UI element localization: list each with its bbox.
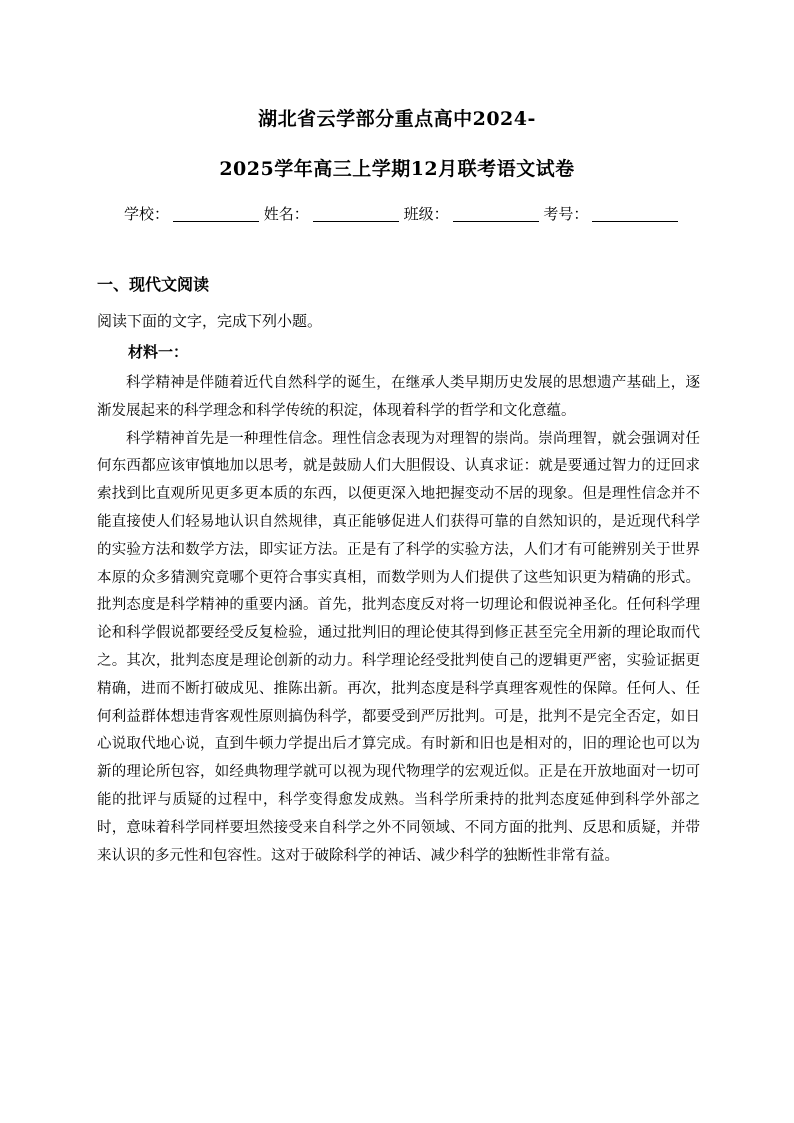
school-blank — [173, 206, 259, 222]
exam-number-label: 考号： — [543, 205, 589, 223]
student-info-fields — [124, 203, 724, 224]
school-label: 学校： — [124, 205, 170, 223]
exam-number-blank — [592, 206, 678, 222]
name-field — [264, 203, 399, 224]
reading-instruction: 阅读下面的文字，完成下列小题。 — [97, 312, 323, 330]
document-title-line-2: 2025学年高三上学期12月联考语文试卷 — [219, 158, 575, 180]
paragraph-2: 科学精神首先是一种理性信念。理性信念表现为对理智的崇尚。崇尚理智，就会强调对任何东西都应该审慎地加以思考，就是鼓励人们大胆假设、认真求证：就是要通过智力的迂回求索找到比直观所见更多更本质的东西，以便更深入地把握变动不居的现象。但是理性信念并不能直接使人们轻易地认识自然规律，真正能够促进人们获得可靠的自然知识的，是近现代科学的实验方法和数学方法，即实证方法。正是有了科学的实验方法，人们才有可能辨别关于世界本原的众多猜测究竟哪个更符合事实真相，而数学则为人们提供了这些知识更为精确的形式。批判态度是科学精神的重要内涵。首先，批判态度反对将一切理论和假说神圣化。任何科学理论和科学假说都要经受反复检验，通过批判旧的理论使其得到修正甚至完全用新的理论取而代之。其次，批判态度是理论创新的动力。科学理论经受批判使自己的逻辑更严密，实验证据更精确，进而不断打破成见、推陈出新。再次，批判态度是科学真理客观性的保障。任何人、任何利益群体想违背客观性原则搞伪科学，都要受到严厉批判。可是，批判不是完全否定，如日心说取代地心说，直到牛顿力学提出后才算完成。有时新和旧也是相对的，旧的理论也可以为新的理论所包容，如经典物理学就可以视为现代物理学的宏观近似。正是在开放地面对一切可能的批评与质疑的过程中，科学变得愈发成熟。当科学所秉持的批判态度延伸到科学外部之时，意味着科学同样要坦然接受来自科学之外不同领域、不同方面的批判、反思和质疑，并带来认识的多元性和包容性。这对于破除科学的神话、减少科学的独断性非常有益。 — [97, 430, 700, 864]
class-label: 班级： — [403, 205, 449, 223]
name-label: 姓名： — [263, 205, 309, 223]
document-title-line-1: 湖北省云学部分重点高中2024- — [258, 108, 536, 130]
school-field — [124, 203, 259, 224]
name-blank — [313, 206, 399, 222]
exam-number-field — [543, 203, 678, 224]
class-blank — [453, 206, 539, 222]
material-body — [97, 370, 700, 870]
paragraph-1: 科学精神是伴随着近代自然科学的诞生，在继承人类早期历史发展的思想遗产基础上，逐渐发展起来的科学理念和科学传统的积淀，体现着科学的哲学和文化意蕴。 — [97, 375, 700, 419]
class-field — [404, 203, 539, 224]
section-heading: 一、现代文阅读 — [97, 275, 210, 294]
material-label: 材料一： — [128, 343, 189, 361]
